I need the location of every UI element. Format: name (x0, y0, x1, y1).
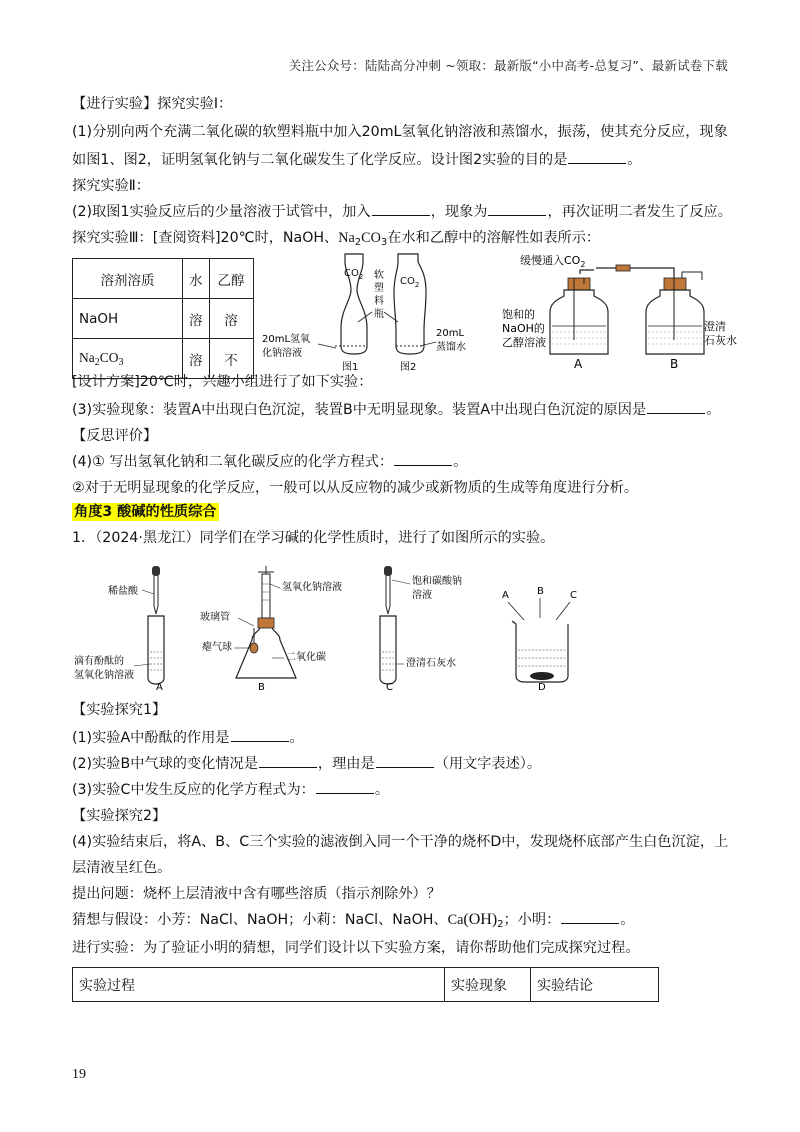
question-1-line-2: 如图1、图2，证明氢氧化钠与二氧化碳发生了化学反应。设计图2实验的目的是 。 (72, 152, 642, 168)
svg-text:料: 料 (374, 296, 384, 307)
svg-text:B: B (258, 682, 265, 693)
heading-experiment: 【进行实验】探究实验Ⅰ： (72, 96, 233, 112)
svg-text:氢氧化钠溶液: 氢氧化钠溶液 (282, 582, 342, 593)
design-plan: [设计方案]20℃时，兴趣小组进行了如下实验： (72, 374, 373, 390)
question-2: (2)取图1实验反应后的少量溶液于试管中，加入 ，现象为 ，再次证明二者发生了反应。 (72, 204, 732, 220)
reflection-note: ②对于无明显现象的化学反应，一般可以从反应物的减少或新物质的生成等角度进行分析。 (72, 480, 639, 496)
svg-text:缓慢通入CO2: 缓慢通入$CO_2$ (520, 254, 586, 269)
experiment-instructions: 进行实验：为了验证小明的猜想，同学们设计以下实验方案，请你帮助他们完成探究过程。 (72, 940, 640, 956)
question-1-intro: 1．（2024·黑龙江）同学们在学习碱的化学性质时，进行了如图所示的实验。 (72, 530, 555, 546)
svg-text:澄清石灰水: 澄清石灰水 (406, 658, 456, 669)
svg-text:图1: 图1 (342, 362, 359, 372)
svg-text:软: 软 (374, 270, 384, 281)
answer-blank[interactable] (561, 910, 619, 924)
svg-text:A: A (574, 357, 583, 371)
hypothesis: 猜想与假设：小芳：NaCl、NaOH；小莉：NaCl、NaOH、$Ca(OH)_2$；小明： 。 (72, 911, 635, 930)
answer-blank[interactable] (259, 754, 317, 768)
heading-experiment-2: 探究实验Ⅱ： (72, 178, 150, 194)
svg-text:饱和碳酸钠: 饱和碳酸钠 (412, 576, 462, 587)
table-header-cell: 实验现象 (445, 968, 531, 1002)
svg-text:稀盐酸: 稀盐酸 (108, 586, 138, 597)
svg-text:石灰水: 石灰水 (704, 334, 737, 347)
svg-text:饱和的: 饱和的 (502, 308, 535, 321)
svg-text:蒸馏水: 蒸馏水 (436, 342, 466, 353)
svg-text:20mL氢氧: 20mL氢氧 (262, 334, 311, 345)
svg-text:B: B (670, 357, 679, 371)
table-header-cell: 乙醇 (209, 259, 253, 299)
table-cell: NaOH (73, 299, 183, 339)
svg-text:玻璃管: 玻璃管 (200, 612, 230, 623)
svg-text:20mL: 20mL (436, 328, 465, 339)
svg-text:滴有酚酞的: 滴有酚酞的 (74, 656, 124, 667)
svg-text:A: A (156, 682, 163, 693)
svg-text:NaOH的: NaOH的 (502, 322, 545, 335)
explore-question-1: (1)实验A中酚酞的作用是 。 (72, 730, 304, 746)
base-experiment-figure (72, 554, 592, 694)
svg-text:A: A (502, 590, 509, 601)
answer-blank[interactable] (568, 150, 626, 164)
svg-text:瘪气球: 瘪气球 (202, 642, 232, 653)
section-heading: 角度3 酸碱的性质综合 (74, 504, 217, 520)
answer-blank[interactable] (488, 202, 546, 216)
answer-blank[interactable] (231, 728, 289, 742)
svg-text:塑: 塑 (374, 283, 384, 294)
svg-text:图2: 图2 (400, 362, 417, 372)
question-3: (3)实验现象：装置A中出现白色沉淀，装置B中无明显现象。装置A中出现白色沉淀的原因是 。 (72, 402, 721, 418)
raise-question: 提出问题：烧杯上层清液中含有哪些溶质（指示剂除外）？ (72, 886, 441, 902)
svg-text:乙醇溶液: 乙醇溶液 (502, 336, 546, 349)
table-header-cell: 实验结论 (531, 968, 659, 1002)
answer-blank[interactable] (376, 754, 434, 768)
table-header-cell: 溶剂溶质 (73, 259, 183, 299)
page-number: 19 (72, 1067, 86, 1082)
co2-label: $CO_2$ (344, 268, 364, 281)
svg-text:C: C (386, 682, 393, 693)
answer-blank[interactable] (372, 202, 430, 216)
explore-question-2: (2)实验B中气球的变化情况是 ，理由是 （用文字表述）。 (72, 756, 542, 772)
table-cell: $Na_2CO_3$ (73, 339, 183, 379)
svg-text:氢氧化钠溶液: 氢氧化钠溶液 (74, 670, 134, 681)
heading-reflection: 【反思评价】 (72, 428, 158, 444)
explore-question-4-line-2: 层清液呈红色。 (72, 860, 172, 876)
explore-question-4-line-1: (4)实验结束后，将A、B、C三个实验的滤液倒入同一个干净的烧杯D中，发现烧杯底部产生白色沉淀，上 (72, 834, 729, 850)
heading-explore-1: 【实验探究1】 (72, 702, 167, 718)
answer-blank[interactable] (316, 780, 374, 794)
table-header-cell: 实验过程 (73, 968, 445, 1002)
svg-text:化钠溶液: 化钠溶液 (262, 348, 302, 359)
solubility-table (72, 258, 254, 379)
experiment-3-intro: 探究实验Ⅲ：[查阅资料]20℃时，NaOH、$Na_2CO_3$在水和乙醇中的溶解性如表所示： (72, 230, 601, 248)
table-cell: 溶 (183, 299, 210, 339)
table-cell: 溶 (183, 339, 210, 379)
gas-bottle-figure (498, 250, 738, 372)
svg-text:B: B (537, 586, 544, 597)
answer-blank[interactable] (394, 452, 452, 466)
experiment-table (72, 967, 659, 1002)
table-cell: 不 (209, 339, 253, 379)
table-cell: 溶 (209, 299, 253, 339)
svg-text:澄清: 澄清 (704, 320, 726, 333)
answer-blank[interactable] (647, 400, 705, 414)
question-1-line-1: (1)分别向两个充满二氧化碳的软塑料瓶中加入20mL氢氧化钠溶液和蒸馏水，振荡，使其充分反应，现象 (72, 124, 728, 140)
svg-text:瓶: 瓶 (374, 309, 384, 320)
explore-question-3: (3)实验C中发生反应的化学方程式为： 。 (72, 782, 390, 798)
page-header: 关注公众号：陆陆高分冲刺 ~领取：最新版“小中高考-总复习”、最新试卷下载 (288, 58, 728, 73)
question-4: (4)① 写出氢氧化钠和二氧化碳反应的化学方程式： 。 (72, 454, 468, 470)
bottle-figure (260, 246, 482, 372)
heading-explore-2: 【实验探究2】 (72, 808, 167, 824)
svg-text:二氧化碳: 二氧化碳 (286, 652, 326, 663)
svg-text:溶液: 溶液 (412, 590, 432, 601)
svg-text:D: D (538, 682, 546, 693)
co2-label: $CO_2$ (400, 276, 420, 289)
svg-text:C: C (570, 590, 577, 601)
table-header-cell: 水 (183, 259, 210, 299)
